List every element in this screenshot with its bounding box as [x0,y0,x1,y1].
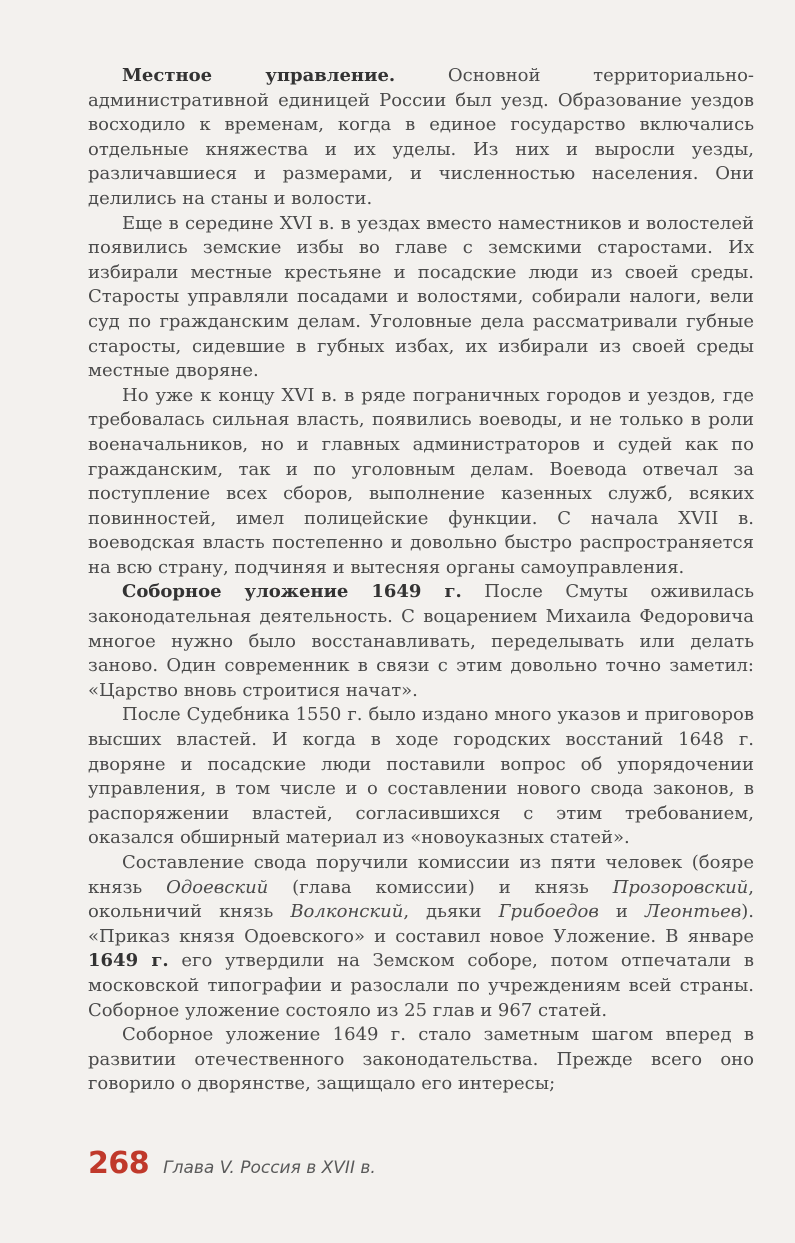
person-name: Грибоедов [498,901,599,923]
text-run: и [598,901,645,923]
paragraph-commission [88,851,754,1023]
paragraph-sudebnik [88,703,754,851]
paragraph-local-government [88,64,754,212]
page-footer [88,1146,376,1181]
paragraph-zemstvo [88,212,754,384]
person-name: Леонтьев [644,901,742,923]
section-heading-local-government: Местное управление. [122,65,396,86]
paragraph-text: Соборное уложение 1649 г. стало заметным шагом вперед в развитии отечественного законодательства. Прежде всего оно говорило о дворянстве, защищало его интересы; [88,1024,754,1095]
person-name: Волконский [290,901,404,923]
date-highlight: 1649 г. [88,950,169,972]
running-head: Глава V. Россия в XVII в. [163,1158,376,1178]
text-run: ). «Приказ князя Одоевского» и составил новое Уложение. В январе [88,901,754,947]
paragraph-text: Основной территориально-административной единицей России был уезд. Образование уездов восходило к временам, когда в единое государство включались отдельные княжества и их уделы. Из них и выросли уезды, различавшиеся и размерами, и численностью населения. Они делились на станы и волости. [88,65,755,209]
page-body [88,64,754,1097]
paragraph-text: После Смуты оживилась законодательная деятельность. С воцарением Михаила Федоровича многое нужно было восстанавливать, переделывать или делать заново. Один современник в связи с этим довольно точно заметил: «Царство вновь строитися начат». [88,581,754,701]
paragraph-text: Еще в середине XVI в. в уездах вместо наместников и волостелей появились земские избы во главе с земскими старостами. Их избирали местные крестьяне и посадские люди из своей среды. Старосты управляли посадами и волостями, собирали налоги, вели суд по гражданским делам. Уголовные дела рассматривали губные старосты, сидевшие в губных избах, их избирали из своей среды местные дворяне. [88,212,754,382]
text-run: Составление свода поручили комиссии из пяти человек (бояре князь [88,852,754,898]
person-name: Одоевский [166,876,269,898]
page-number: 268 [88,1146,150,1181]
text-run: , окольничий князь [88,876,754,923]
section-heading-sobornoe-ulozhenie: Соборное уложение 1649 г. [122,581,462,603]
paragraph-text: После Судебника 1550 г. было издано много указов и приговоров высших властей. И когда в ходе городских восстаний 1648 г. дворяне и посадские люди поставили вопрос об упорядочении управления, в том числе и о составлении нового свода законов, в распоряжении властей, согласившихся с этим требованием, оказался обширный материал из «новоуказных статей». [88,704,754,849]
paragraph-text: Но уже к концу XVI в. в ряде пограничных городов и уездов, где требовалась сильная власть, появились воеводы, и не только в роли военачальников, но и главных администраторов и судей как по гражданским, так и по уголовным делам. Воевода отвечал за поступление всех сборов, выполнение казенных служб, всяких повинностей, имел полицейские функции. С начала XVII в. воеводская власть постепенно и довольно быстро распространяется на всю страну, подчиняя и вытесняя органы самоуправления. [88,384,754,578]
paragraph-sobornoe-ulozhenie [88,580,754,703]
person-name: Прозоровский [612,876,749,898]
paragraph-significance [88,1023,754,1097]
paragraph-voevody [88,384,754,581]
text-run: (глава комиссии) и князь [268,876,613,898]
text-run: его утвердили на Земском соборе, потом отпечатали в московской типографии и разослали по учреждениям всей страны. Соборное уложение состояло из 25 глав и 967 статей. [88,950,754,1021]
text-run: , дьяки [403,901,499,923]
